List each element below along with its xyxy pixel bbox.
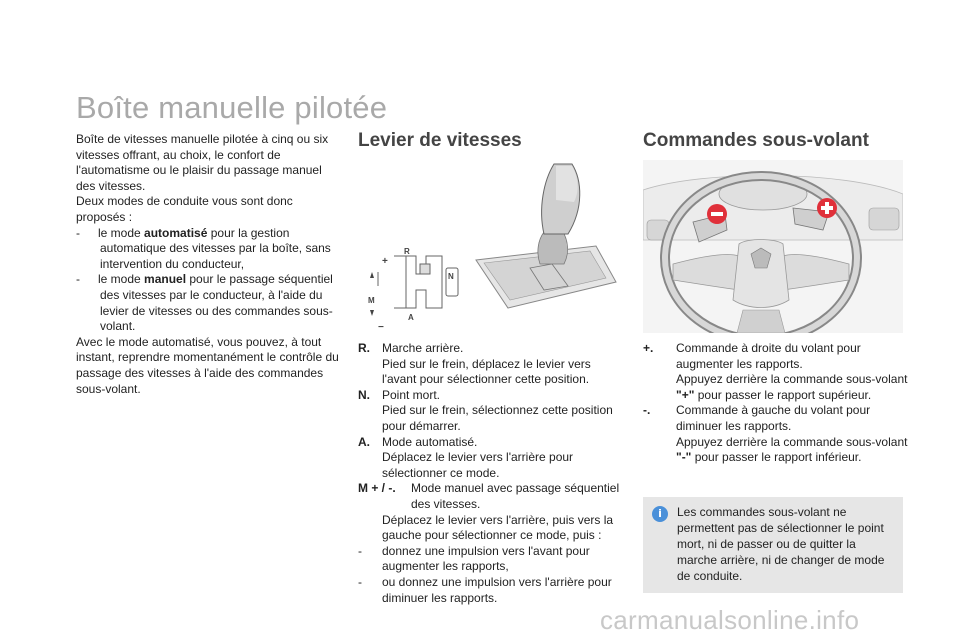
section-heading-levier: Levier de vitesses [358, 130, 522, 151]
instruction-m-action: Déplacez le levier vers l'arrière, puis vers la gauche pour sélectionner ce mode, puis : [358, 513, 623, 544]
instruction-n-action: Pied sur le frein, sélectionnez cette position pour démarrer. [358, 403, 623, 434]
intro-paragraph: Deux modes de conduite vous sont donc proposés : [76, 194, 293, 224]
steering-wheel-illustration [643, 160, 903, 333]
gear-lever-drawing [358, 160, 620, 332]
instruction-n: N. Point mort. [358, 387, 441, 402]
section-heading-commandes: Commandes sous-volant [643, 130, 869, 151]
foot-bullet-icon [358, 450, 382, 481]
info-box [643, 497, 903, 593]
instruction-r: R. Marche arrière. [358, 341, 464, 355]
mode-manuel-item: - le mode manuel pour le passage séquentiel des vitesses par le conducteur, à l'aide du levier de vitesses ou des commandes sous-volant. [76, 272, 333, 334]
arrow-up-icon [370, 272, 374, 278]
info-icon: i [652, 506, 668, 522]
gear-lever-illustration [358, 160, 620, 332]
instruction-sub-2: - ou donnez une impulsion vers l'arrière pour diminuer les rapports. [358, 574, 612, 605]
foot-bullet-icon [643, 372, 676, 403]
instruction-minus-action: Appuyez derrière la commande sous-volant "-" pour passer le rapport inférieur. [643, 435, 908, 466]
foot-bullet-icon [358, 357, 382, 388]
gate-label-n: N [448, 272, 454, 281]
instruction-sub-1: - donnez une impulsion vers l'avant pour augmenter les rapports, [358, 543, 590, 574]
gate-label-m: M [368, 296, 375, 305]
instruction-m: M + / -. Mode manuel avec passage séquentiel des vitesses. [358, 481, 620, 511]
instruction-plus-action: Appuyez derrière la commande sous-volant "+" pour passer le rapport supérieur. [643, 372, 908, 403]
page-title: Boîte manuelle pilotée [76, 90, 388, 125]
gate-label-minus: − [378, 322, 384, 332]
instruction-minus: -. Commande à gauche du volant pour diminuer les rapports. [643, 403, 871, 433]
mode-automatise-item: - le mode automatisé pour la gestion automatique des vitesses par la boîte, sans intervention du conducteur, [76, 225, 331, 271]
foot-bullet-icon [358, 403, 382, 434]
instruction-plus: +. Commande à droite du volant pour augmenter les rapports. [643, 341, 861, 371]
foot-bullet-icon [643, 435, 676, 466]
intro-text [76, 132, 341, 397]
info-text: Les commandes sous-volant ne permettent pas de sélectionner le point mort, ni de passer ou de quitter la marche arrière, ni de changer de mode de conduite. [677, 505, 885, 583]
arrow-down-icon [370, 310, 374, 316]
intro-paragraph: Boîte de vitesses manuelle pilotée à cinq ou six vitesses offrant, au choix, le confort de l'automatisme ou le plaisir du passage manuel des vitesses. [76, 132, 329, 193]
commandes-instructions [643, 341, 908, 466]
watermark: carmanualsonline.info [600, 605, 860, 635]
instruction-a-action: Déplacez le levier vers l'arrière pour sélectionner ce mode. [358, 450, 623, 481]
intro-paragraph: Avec le mode automatisé, vous pouvez, à tout instant, reprendre momentanément le contrôle du passage des vitesses à l'aide des commandes sous-volant. [76, 334, 339, 396]
gate-label-r: R [404, 247, 410, 256]
instruction-r-action: Pied sur le frein, déplacez le levier vers l'avant pour sélectionner cette position. [358, 357, 623, 388]
gate-label-plus: + [382, 256, 388, 267]
levier-instructions [358, 341, 623, 606]
gate-label-a: A [408, 313, 414, 322]
instruction-a: A. Mode automatisé. [358, 434, 478, 449]
foot-bullet-icon [358, 513, 382, 544]
steering-wheel-drawing [643, 160, 903, 333]
